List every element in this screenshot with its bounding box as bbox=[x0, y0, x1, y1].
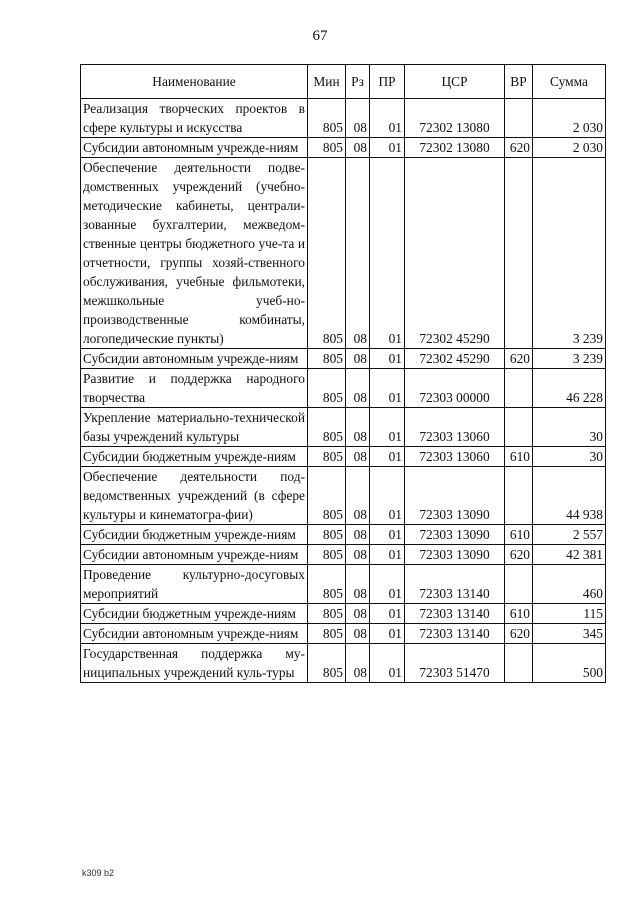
cell-name: Укрепление материально-технической базы учреждений культуры bbox=[81, 408, 308, 447]
cell-pr: 01 bbox=[370, 525, 405, 545]
cell-rz: 08 bbox=[346, 408, 370, 447]
footer-code: k309 b2 bbox=[82, 868, 115, 878]
cell-csr: 72302 45290 bbox=[405, 158, 505, 349]
cell-vr: 620 bbox=[505, 545, 533, 565]
cell-name: Развитие и поддержка народного творчества bbox=[81, 369, 308, 408]
header-csr: ЦСР bbox=[405, 65, 505, 99]
cell-vr: 620 bbox=[505, 624, 533, 644]
cell-min: 805 bbox=[308, 99, 346, 138]
cell-pr: 01 bbox=[370, 565, 405, 604]
cell-name: Реализация творческих проектов в сфере культуры и искусства bbox=[81, 99, 308, 138]
header-name: Наименование bbox=[81, 65, 308, 99]
cell-min: 805 bbox=[308, 158, 346, 349]
table-row bbox=[81, 545, 606, 565]
cell-sum: 345 bbox=[533, 624, 606, 644]
cell-vr bbox=[505, 467, 533, 525]
cell-vr bbox=[505, 158, 533, 349]
cell-pr: 01 bbox=[370, 369, 405, 408]
cell-min: 805 bbox=[308, 545, 346, 565]
budget-table bbox=[80, 64, 606, 683]
cell-vr: 610 bbox=[505, 525, 533, 545]
cell-rz: 08 bbox=[346, 604, 370, 624]
table-row bbox=[81, 565, 606, 604]
header-min: Мин bbox=[308, 65, 346, 99]
table-row bbox=[81, 525, 606, 545]
cell-name: Субсидии автономным учрежде-ниям bbox=[81, 545, 308, 565]
cell-sum: 3 239 bbox=[533, 349, 606, 369]
table-row bbox=[81, 644, 606, 683]
cell-csr: 72303 13090 bbox=[405, 545, 505, 565]
cell-sum: 2 030 bbox=[533, 138, 606, 158]
cell-rz: 08 bbox=[346, 467, 370, 525]
cell-rz: 08 bbox=[346, 525, 370, 545]
cell-csr: 72303 13140 bbox=[405, 604, 505, 624]
cell-min: 805 bbox=[308, 447, 346, 467]
cell-vr: 620 bbox=[505, 138, 533, 158]
cell-name: Проведение культурно-досуговых мероприятий bbox=[81, 565, 308, 604]
cell-csr: 72303 13140 bbox=[405, 565, 505, 604]
cell-rz: 08 bbox=[346, 349, 370, 369]
cell-csr: 72302 45290 bbox=[405, 349, 505, 369]
cell-min: 805 bbox=[308, 467, 346, 525]
cell-rz: 08 bbox=[346, 369, 370, 408]
cell-csr: 72303 13060 bbox=[405, 408, 505, 447]
cell-rz: 08 bbox=[346, 565, 370, 604]
cell-pr: 01 bbox=[370, 99, 405, 138]
cell-pr: 01 bbox=[370, 604, 405, 624]
cell-rz: 08 bbox=[346, 624, 370, 644]
cell-pr: 01 bbox=[370, 545, 405, 565]
cell-rz: 08 bbox=[346, 99, 370, 138]
cell-sum: 460 bbox=[533, 565, 606, 604]
cell-pr: 01 bbox=[370, 624, 405, 644]
table-row bbox=[81, 408, 606, 447]
cell-vr bbox=[505, 369, 533, 408]
cell-name: Субсидии автономным учрежде-ниям bbox=[81, 624, 308, 644]
table-header-row bbox=[81, 65, 606, 99]
table-row bbox=[81, 369, 606, 408]
cell-sum: 30 bbox=[533, 408, 606, 447]
cell-csr: 72303 13060 bbox=[405, 447, 505, 467]
cell-name: Обеспечение деятельности под-ведомственных учреждений (в сфере культуры и кинематогра-фии) bbox=[81, 467, 308, 525]
cell-rz: 08 bbox=[346, 644, 370, 683]
page-number: 67 bbox=[312, 28, 328, 44]
cell-sum: 500 bbox=[533, 644, 606, 683]
cell-vr: 620 bbox=[505, 349, 533, 369]
cell-sum: 115 bbox=[533, 604, 606, 624]
cell-name: Субсидии бюджетным учрежде-ниям bbox=[81, 447, 308, 467]
cell-sum: 46 228 bbox=[533, 369, 606, 408]
cell-csr: 72303 13090 bbox=[405, 467, 505, 525]
cell-pr: 01 bbox=[370, 467, 405, 525]
cell-sum: 2 030 bbox=[533, 99, 606, 138]
cell-vr: 610 bbox=[505, 604, 533, 624]
table-row bbox=[81, 349, 606, 369]
cell-vr bbox=[505, 408, 533, 447]
cell-rz: 08 bbox=[346, 447, 370, 467]
cell-csr: 72302 13080 bbox=[405, 99, 505, 138]
cell-sum: 2 557 bbox=[533, 525, 606, 545]
cell-min: 805 bbox=[308, 349, 346, 369]
cell-min: 805 bbox=[308, 525, 346, 545]
table-row bbox=[81, 604, 606, 624]
header-sum: Сумма bbox=[533, 65, 606, 99]
cell-csr: 72303 00000 bbox=[405, 369, 505, 408]
cell-pr: 01 bbox=[370, 408, 405, 447]
table-row bbox=[81, 624, 606, 644]
cell-vr: 610 bbox=[505, 447, 533, 467]
header-pr: ПР bbox=[370, 65, 405, 99]
cell-sum: 42 381 bbox=[533, 545, 606, 565]
cell-min: 805 bbox=[308, 408, 346, 447]
header-vr: ВР bbox=[505, 65, 533, 99]
cell-min: 805 bbox=[308, 565, 346, 604]
cell-pr: 01 bbox=[370, 138, 405, 158]
cell-csr: 72303 13090 bbox=[405, 525, 505, 545]
cell-sum: 3 239 bbox=[533, 158, 606, 349]
cell-vr bbox=[505, 644, 533, 683]
cell-vr bbox=[505, 565, 533, 604]
cell-min: 805 bbox=[308, 624, 346, 644]
cell-min: 805 bbox=[308, 369, 346, 408]
table-row bbox=[81, 158, 606, 349]
cell-sum: 44 938 bbox=[533, 467, 606, 525]
cell-min: 805 bbox=[308, 644, 346, 683]
cell-name: Субсидии автономным учрежде-ниям bbox=[81, 138, 308, 158]
cell-rz: 08 bbox=[346, 545, 370, 565]
cell-csr: 72303 51470 bbox=[405, 644, 505, 683]
table-row bbox=[81, 467, 606, 525]
cell-pr: 01 bbox=[370, 447, 405, 467]
cell-name: Субсидии бюджетным учрежде-ниям bbox=[81, 525, 308, 545]
cell-vr bbox=[505, 99, 533, 138]
cell-pr: 01 bbox=[370, 349, 405, 369]
cell-pr: 01 bbox=[370, 158, 405, 349]
cell-rz: 08 bbox=[346, 158, 370, 349]
cell-sum: 30 bbox=[533, 447, 606, 467]
table-row bbox=[81, 138, 606, 158]
table-row bbox=[81, 447, 606, 467]
header-rz: Рз bbox=[346, 65, 370, 99]
cell-csr: 72302 13080 bbox=[405, 138, 505, 158]
cell-name: Обеспечение деятельности подве-домственных учреждений (учебно-методические кабинеты, централи-зованные бухгалтерии, межведом-ственные центры бюджетного уче-та и отчетности, группы хозяй-ственного обслуживания, учебные фильмотеки, межшкольные учеб-но-производственные комбинаты, логопедические пункты) bbox=[81, 158, 308, 349]
cell-pr: 01 bbox=[370, 644, 405, 683]
cell-name: Субсидии бюджетным учрежде-ниям bbox=[81, 604, 308, 624]
cell-name: Государственная поддержка му-ниципальных учреждений куль-туры bbox=[81, 644, 308, 683]
cell-min: 805 bbox=[308, 604, 346, 624]
cell-name: Субсидии автономным учрежде-ниям bbox=[81, 349, 308, 369]
table-row bbox=[81, 99, 606, 138]
cell-min: 805 bbox=[308, 138, 346, 158]
cell-csr: 72303 13140 bbox=[405, 624, 505, 644]
cell-rz: 08 bbox=[346, 138, 370, 158]
